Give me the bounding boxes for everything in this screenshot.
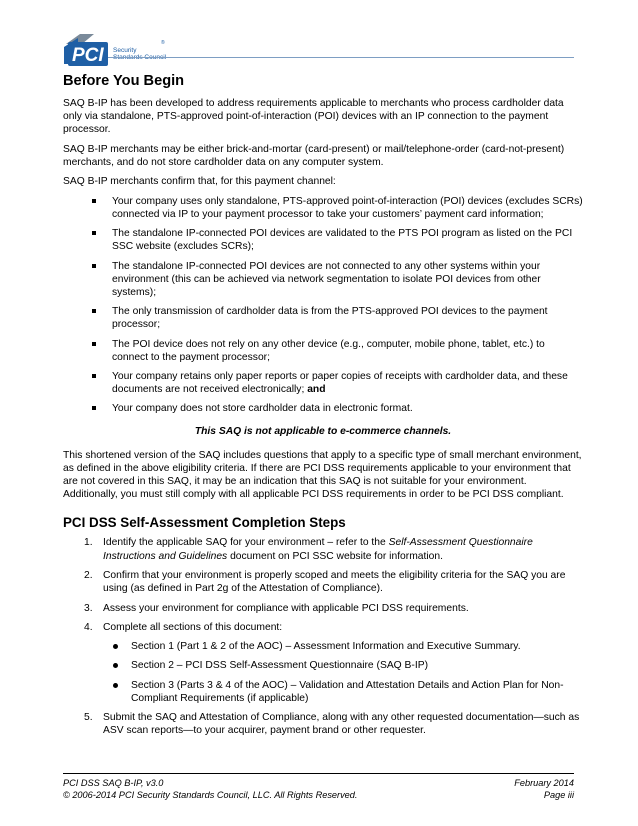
svg-text:Standards Council: Standards Council <box>113 54 167 61</box>
list-item: Section 1 (Part 1 & 2 of the AOC) – Assessment Information and Executive Summary. <box>103 640 583 653</box>
sections-list <box>103 640 583 705</box>
header-rule <box>108 57 574 58</box>
paragraph: This shortened version of the SAQ includes questions that apply to a specific type of small merchant environment, as defined in the above eligibility criteria. If there are PCI DSS requirements applicable to your environment that are not covered in this SAQ, it may be an indication that this SAQ is not suitable for your environment. Additionally, you must still comply with all applicable PCI DSS requirements in order to be PCI DSS compliant. <box>63 449 582 501</box>
step-number: 2. <box>84 570 93 582</box>
step-item: 4. Complete all sections of this document: Section 1 (Part 1 & 2 of the AOC) – Assessment Information and Executive Summary. Section 2 – PCI DSS Self-Assessment Questionnaire (SAQ B-IP) Section 3 (Parts 3 & 4 of the AOC) – Validation and Attestation Details and Action Plan for Non-Compliant Requirements (if applicable) <box>63 621 583 705</box>
square-bullet-icon <box>92 264 96 268</box>
svg-text:Security: Security <box>113 47 137 54</box>
step-item: 5. Submit the SAQ and Attestation of Compliance, along with any other requested documentation—such as ASV scan reports—to your acquirer, payment brand or other requester. <box>84 712 580 737</box>
paragraph: SAQ B-IP merchants confirm that, for this payment channel: <box>63 176 336 188</box>
list-item: Section 3 (Parts 3 & 4 of the AOC) – Validation and Attestation Details and Action Plan for Non-Compliant Requirements (if applicable) <box>103 679 583 705</box>
paragraph: SAQ B-IP has been developed to address requirements applicable to merchants who process cardholder data only via standalone, PTS-approved point-of-interaction (POI) devices with an IP connection to the payment processor. <box>63 98 564 136</box>
section-title-before: Before You Begin <box>63 73 185 89</box>
square-bullet-icon <box>92 231 96 235</box>
step-item: 3. Assess your environment for compliance with applicable PCI DSS requirements. <box>84 602 469 614</box>
step-item: 1. Identify the applicable SAQ for your environment – refer to the Self-Assessment Questionnaire Instructions and Guidelines document on PCI SSC website for information. <box>84 537 533 562</box>
step-number: 5. <box>84 712 93 724</box>
square-bullet-icon <box>92 374 96 378</box>
page-footer <box>63 773 574 801</box>
list-item: The POI device does not rely on any other device (e.g., computer, mobile phone, tablet, etc.) to connect to the payment processor; <box>63 338 583 364</box>
list-item: The only transmission of cardholder data is from the PTS-approved POI devices to the payment processor; <box>63 305 583 331</box>
step-number: 1. <box>84 537 93 549</box>
bullet-dot-icon <box>113 644 118 649</box>
bold-and: and <box>307 384 326 396</box>
eligibility-list <box>63 195 583 416</box>
list-item: The standalone IP-connected POI devices are not connected to any other systems within your environment (this can be achieved via network segmentation to isolate POI devices from other systems); <box>63 260 583 300</box>
footer-page-number: Page iii <box>543 790 574 800</box>
footer-date: February 2014 <box>514 778 574 788</box>
applicability-note: This SAQ is not applicable to e-commerce channels. <box>194 425 452 437</box>
footer-copyright: © 2006-2014 PCI Security Standards Council, LLC. All Rights Reserved. <box>63 790 358 800</box>
step-number: 3. <box>84 602 93 614</box>
list-item: Section 2 – PCI DSS Self-Assessment Questionnaire (SAQ B-IP) <box>103 659 583 672</box>
square-bullet-icon <box>92 309 96 313</box>
svg-text:PCI: PCI <box>72 45 104 66</box>
svg-text:®: ® <box>161 40 165 46</box>
footer-doc-title: PCI DSS SAQ B-IP, v3.0 <box>63 778 164 788</box>
step-number: 4. <box>84 622 93 634</box>
list-item: The standalone IP-connected POI devices are validated to the PTS POI program as listed on the PCI SSC website (excludes SCRs); <box>63 227 583 253</box>
list-item: Your company retains only paper reports or paper copies of receipts with cardholder data, and these documents are not received electronically; and <box>63 370 583 396</box>
square-bullet-icon <box>92 406 96 410</box>
list-item: Your company uses only standalone, PTS-approved point-of-interaction (POI) devices (excludes SCRs) connected via IP to your payment processor to take your customers’ payment card information; <box>63 195 583 221</box>
main-content <box>63 73 583 744</box>
square-bullet-icon <box>92 199 96 203</box>
bullet-dot-icon <box>113 663 118 668</box>
list-item: Your company does not store cardholder data in electronic format. <box>63 402 583 415</box>
steps-list <box>63 536 583 737</box>
paragraph: SAQ B-IP merchants may be either brick-and-mortar (card-present) or mail/telephone-order (card-not-present) merchants, and do not store cardholder data on any computer system. <box>63 143 565 168</box>
step-item: 2. Confirm that your environment is properly scoped and meets the eligibility criteria for the SAQ you are using (as defined in Part 2g of the Attestation of Compliance). <box>84 570 566 595</box>
bullet-dot-icon <box>113 683 118 688</box>
guide-title: Self-Assessment Questionnaire Instructions and Guidelines <box>103 537 533 562</box>
section-title-steps: PCI DSS Self-Assessment Completion Steps <box>63 515 346 531</box>
pci-ssc-logo <box>64 30 174 68</box>
square-bullet-icon <box>92 342 96 346</box>
